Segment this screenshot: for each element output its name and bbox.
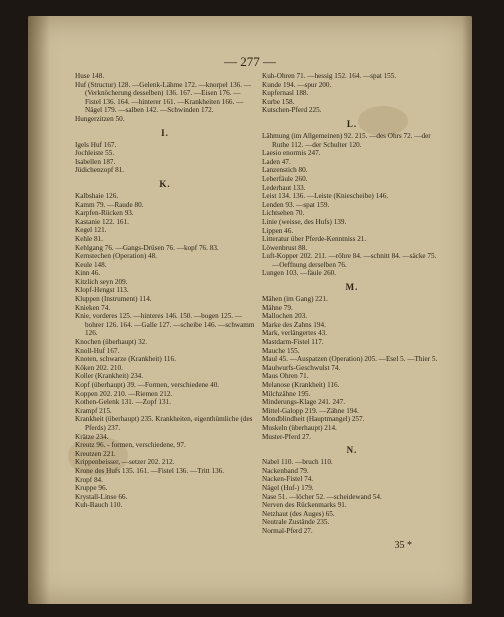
index-entry: Laesio enormis 247. <box>262 149 321 158</box>
index-entry: Nabel 110. —bruch 110. <box>262 458 333 467</box>
index-entry: Jüdichenzopf 81. <box>75 166 125 175</box>
page-number: — 277 — <box>224 54 276 69</box>
index-entry: Kehlgang 76. —Gangs-Drüsen 76. —kopf 76. 83. <box>75 243 219 252</box>
index-entry: Mauche 155. <box>262 346 300 355</box>
signature-mark: 35 * <box>394 540 412 551</box>
index-entry: Kreutz 96. - formen, verschiedene, 97. <box>75 441 186 450</box>
index-entry: Lippen 46. <box>262 226 294 235</box>
index-entry: Löwenbrust 88. <box>262 243 308 252</box>
index-entry: Jochleiste 55. <box>75 149 115 158</box>
index-entry: Lenden 93. —spat 159. <box>262 200 330 209</box>
index-entry: Krystall-Linse 66. <box>75 492 128 501</box>
index-entry: Netzhaut (des Auges) 65. <box>262 509 335 518</box>
index-entry: Muskeln (überhaupt) 214. <box>262 423 337 432</box>
index-entry: Krone des Hufs 135. 161. —Fistel 136. —Tritt 136. <box>75 466 225 475</box>
index-entry: Neutrale Zustände 235. <box>262 518 330 527</box>
index-entry: Kinn 46. <box>75 269 101 278</box>
index-entry: Knoten, schwarze (Krankheit) 116. <box>75 355 176 364</box>
index-entry: Mähne 79. <box>262 303 293 312</box>
section-letter: M. <box>345 282 359 293</box>
index-entry: Hungerzitzen 50. <box>75 114 125 123</box>
index-entry: Mondblindheit (Hauptmangel) 257. <box>262 415 365 424</box>
index-column-right <box>262 72 442 536</box>
index-entry: Krippenbeisser, —setzer 202. 212. <box>75 458 175 467</box>
index-entry: Nacken-Fistel 74. <box>262 475 314 484</box>
index-entry: Maulwurfs-Geschwulst 74. <box>262 363 341 372</box>
index-entry: Kopf (überhaupt) 39. —Formen, verschiedene 40. <box>75 381 220 389</box>
index-entry: Kegel 121. <box>75 226 107 235</box>
index-entry: Karpfen-Rücken 93. <box>75 209 134 218</box>
index-entry: Leberfäule 260. <box>262 174 308 183</box>
index-entry: Laden 47. <box>262 157 291 166</box>
index-entry: Nerven des Rückenmarks 91. <box>262 501 347 510</box>
index-entry: Marke des Zahns 194. <box>262 320 326 329</box>
index-entry: Kupfernasl 188. <box>262 89 309 98</box>
index-entry: Knochen (überhaupt) 32. <box>75 338 148 347</box>
index-entry: Kutschen-Pferd 225. <box>262 106 322 115</box>
section-letter: K. <box>159 178 171 189</box>
index-entry: Klopf-Hengst 113. <box>75 286 129 295</box>
index-entry: Kunde 194. —spur 200. <box>262 80 332 89</box>
section-letter: N. <box>346 445 358 456</box>
index-entry: Nackenband 79. <box>262 466 309 475</box>
section-letter: I. <box>161 127 169 138</box>
index-entry: Kreutzen 221. <box>75 449 116 458</box>
index-entry: Mallochen 203. <box>262 312 308 321</box>
index-entry: Kothen-Gelenk 131. —Zopf 131. <box>75 398 172 407</box>
index-entry: Kehle 81. <box>75 234 103 243</box>
index-entry: Nägel (Huf-) 179. <box>262 483 314 492</box>
index-column-left <box>75 72 255 510</box>
index-entry: Kurbe 158. <box>262 97 295 106</box>
index-entry: Melanose (Krankheit) 116. <box>262 381 340 389</box>
index-entry: Kruppe 96. <box>75 484 108 493</box>
index-entry: Kuh-Bauch 110. <box>75 501 123 510</box>
index-entry: Lungen 103. —fäule 260. <box>262 269 337 278</box>
index-entry: Luft-Kopper 202. 211. —röhre 84. —schnitt 84. —säcke 75. —Oeffnung derselben 76. <box>262 252 437 269</box>
index-entry: Linie (weisse, des Hufs) 139. <box>262 217 347 226</box>
index-entry: Koller (Krankheit) 234. <box>75 372 144 381</box>
index-entry: Isabellen 187. <box>75 157 116 166</box>
index-entry: Mittel-Galopp 219. —Zähne 194. <box>262 406 359 415</box>
index-entry: Maus Ohren 71. <box>262 372 309 381</box>
section-letter: L. <box>346 118 358 129</box>
index-entry: Kernstechen (Operation) 48. <box>75 252 158 261</box>
index-entry: Lichtsehen 70. <box>262 209 305 218</box>
index-entry: Köken 202. 210. <box>75 363 123 372</box>
index-entry: Lanzenstich 80. <box>262 166 308 175</box>
index-entry: Kalbshaie 126. <box>75 191 119 200</box>
index-entry: Kuh-Ohren 71. —hessig 152. 164. —spat 155. <box>262 72 397 80</box>
index-entry: Litteratur über Pferde-Kenntniss 21. <box>262 235 367 244</box>
index-entry: Nase 51. —löcher 52. —scheidewand 54. <box>262 492 382 501</box>
index-entry: Keule 148. <box>75 260 107 269</box>
index-entry: Leist 134. 136. —Leiste (Kniescheibe) 146. <box>262 192 389 201</box>
index-entry: Maul 45. —Auspatzen (Operation) 205. —Esel 5. —Thier 5. <box>262 355 438 364</box>
index-entry: Lähmung (im Allgemeinen) 92. 215. —des Ohrs 72. —der Ruthe 112. —der Schulter 120. <box>262 131 431 149</box>
index-entry: Kropf 84. <box>75 475 103 484</box>
index-entry: Normal-Pferd 27. <box>262 526 313 535</box>
index-entry: Knie, vorderes 125. —hinteres 146. 150. —bogen 125. —bohrer 126. 164. —Galle 127. —scheibe 146. —schwamm 126. <box>75 312 255 338</box>
index-entry: Mähen (im Gang) 221. <box>262 295 328 304</box>
page-gutter-shadow <box>28 16 50 604</box>
index-entry: Knoll-Huf 167. <box>75 346 120 355</box>
index-entry: Krätze 234. <box>75 432 109 441</box>
index-entry: Minderungs-Klage 241. 247. <box>262 398 346 407</box>
index-entry: Huf (Structur) 128. —Gelenk-Lähme 172. —knorpel 136. —(Verknöcherung desselben) 136. 167. —Eisen 176. —Fistel 136. 164. —hinterer 161. —Krankheiten 166. —Nägel 179. —salben 142. —Schwinden 172. <box>75 80 252 115</box>
index-entry: Koppen 202. 210. —Riemen 212. <box>75 389 173 398</box>
index-entry: Muster-Pferd 27. <box>262 432 311 441</box>
page-edge-shadow <box>462 16 472 604</box>
index-entry: Igels Huf 167. <box>75 140 117 149</box>
index-entry: Kitzlich seyn 209. <box>75 277 128 286</box>
index-entry: Milchzähne 195. <box>262 389 311 398</box>
index-entry: Huse 148. <box>75 72 105 80</box>
index-entry: Lederhaut 133. <box>262 183 306 192</box>
index-entry: Mark, verlängertes 43. <box>262 329 328 338</box>
index-entry: Kluppen (Instrument) 114. <box>75 295 152 304</box>
index-entry: Krampf 215. <box>75 406 112 415</box>
index-entry: Krankheit (überhaupt) 235. Krankheiten, eigenthümliche (des Pferds) 237. <box>75 415 253 432</box>
index-entry: Knieken 74. <box>75 303 111 312</box>
index-entry: Kastanie 122. 161. <box>75 217 129 226</box>
index-entry: Mastdarm-Fistel 117. <box>262 338 324 347</box>
index-entry: Kamm 79. —Raude 80. <box>75 200 144 209</box>
